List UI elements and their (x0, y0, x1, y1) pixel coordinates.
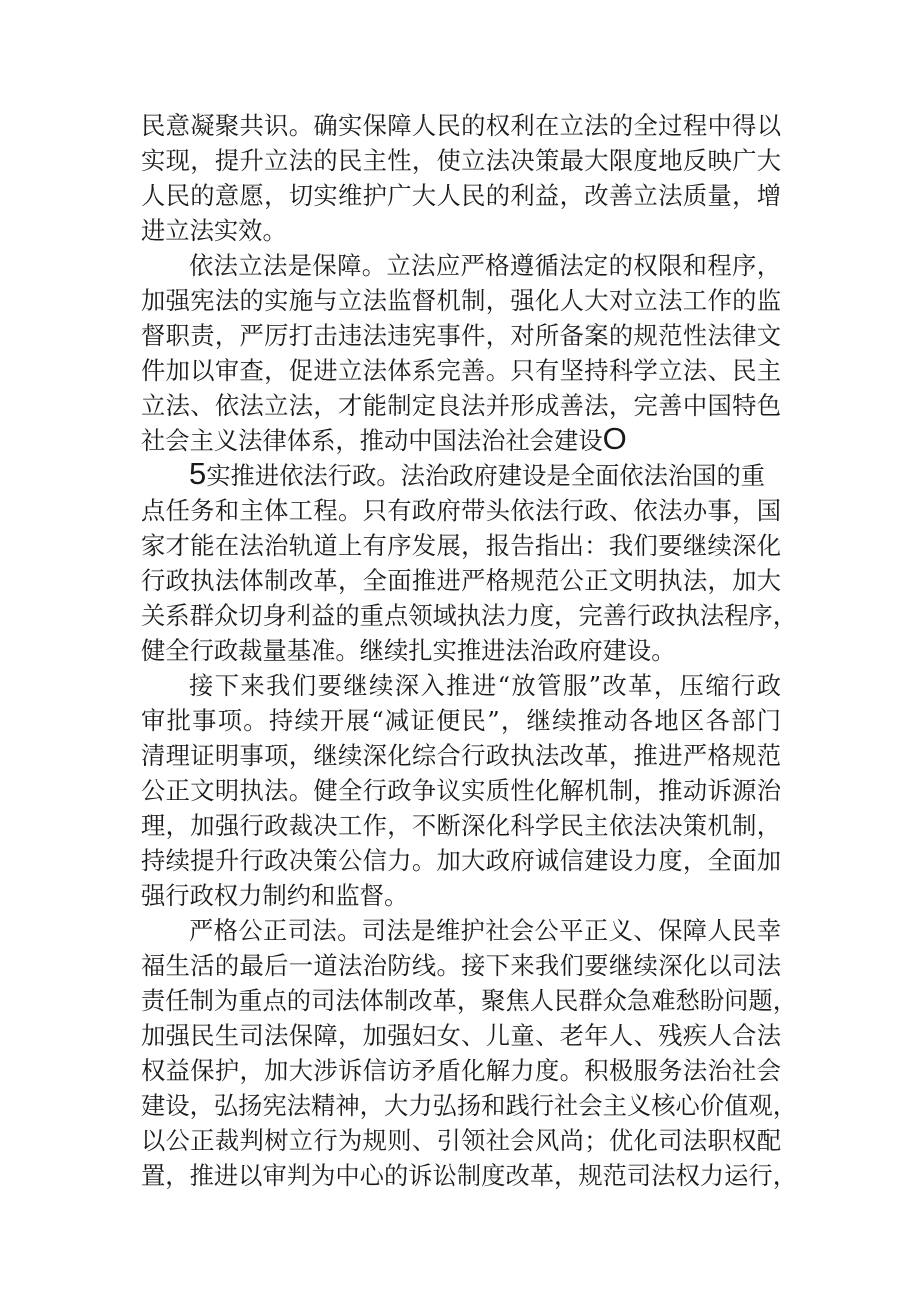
text-line (141, 458, 781, 493)
paragraph-2 (141, 248, 781, 458)
text-line-content: 实推进依法行政。法治政府建设是全面依法治国的重 (206, 461, 766, 490)
text-line: 置，推进以审判为中心的诉讼制度改革，规范司法权力运行， (141, 1161, 798, 1190)
paragraph-1 (141, 108, 781, 248)
text-line: 行政执法体制改革，全面推进严格规范公正文明执法，加大 (141, 566, 781, 595)
text-line: 强行政权力制约和监督。 (141, 881, 409, 910)
text-line: 理，加强行政裁决工作，不断深化科学民主依法决策机制， (141, 811, 781, 840)
text-line: 加强宪法的实施与立法监督机制，强化人大对立法工作的监 (141, 286, 781, 315)
text-line: 件加以审查，促进立法体系完善。只有坚持科学立法、民主 (141, 356, 781, 385)
text-line: 关系群众切身利益的重点领域执法力度，完善行政执法程序， (141, 601, 798, 630)
text-line: 权益保护，加大涉诉信访矛盾化解力度。积极服务法治社会 (141, 1056, 781, 1085)
paragraph-4 (141, 668, 781, 913)
text-line: 点任务和主体工程。只有政府带头依法行政、依法办事，国 (141, 496, 781, 525)
text-line (141, 423, 781, 458)
paragraph-3 (141, 456, 798, 668)
text-line: 清理证明事项，继续深化综合行政执法改革，推进严格规范 (141, 741, 781, 770)
text-line: 公正文明执法。健全行政争议实质性化解机制，推动诉源治 (141, 776, 781, 805)
document-page (141, 108, 798, 1193)
paragraph-5 (141, 913, 798, 1193)
text-line: 健全行政裁量基准。继续扎实推进法治政府建设。 (141, 636, 676, 665)
text-line-content: 社会主义法律体系，推动中国法治社会建设 (141, 426, 603, 455)
trailing-mark: O (602, 421, 627, 456)
text-line: 民意凝聚共识。确实保障人民的权利在立法的全过程中得以 (141, 111, 781, 140)
text-line: 以公正裁判树立行为规则、引领社会风尚；优化司法职权配 (141, 1126, 781, 1155)
text-line: 依法立法是保障。立法应严格遵循法定的权限和程序， (189, 251, 781, 280)
text-line: 进立法实效。 (141, 216, 287, 245)
text-line: 家才能在法治轨道上有序发展，报告指出：我们要继续深化 (141, 531, 781, 560)
text-line: 福生活的最后一道法治防线。接下来我们要继续深化以司法 (141, 951, 781, 980)
text-line: 严格公正司法。司法是维护社会公平正义、保障人民幸 (189, 916, 781, 945)
text-line: 立法、依法立法，才能制定良法并形成善法，完善中国特色 (141, 391, 781, 420)
text-line: 督职责，严厉打击违法违宪事件，对所备案的规范性法律文 (141, 321, 781, 350)
text-line: 持续提升行政决策公信力。加大政府诚信建设力度，全面加 (141, 846, 781, 875)
text-line: 建设，弘扬宪法精神，大力弘扬和践行社会主义核心价值观， (141, 1091, 798, 1120)
text-line: 加强民生司法保障，加强妇女、儿童、老年人、残疾人合法 (141, 1021, 781, 1050)
text-line: 人民的意愿，切实维护广大人民的利益，改善立法质量，增 (141, 181, 781, 210)
text-line: 审批事项。持续开展“减证便民”，继续推动各地区各部门 (141, 706, 781, 735)
lead-number: 5 (189, 456, 207, 491)
text-line: 实现，提升立法的民主性，使立法决策最大限度地反映广大 (141, 146, 781, 175)
text-line: 接下来我们要继续深入推进“放管服”改革，压缩行政 (189, 671, 781, 700)
text-line: 责任制为重点的司法体制改革，聚焦人民群众急难愁盼问题， (141, 986, 798, 1015)
